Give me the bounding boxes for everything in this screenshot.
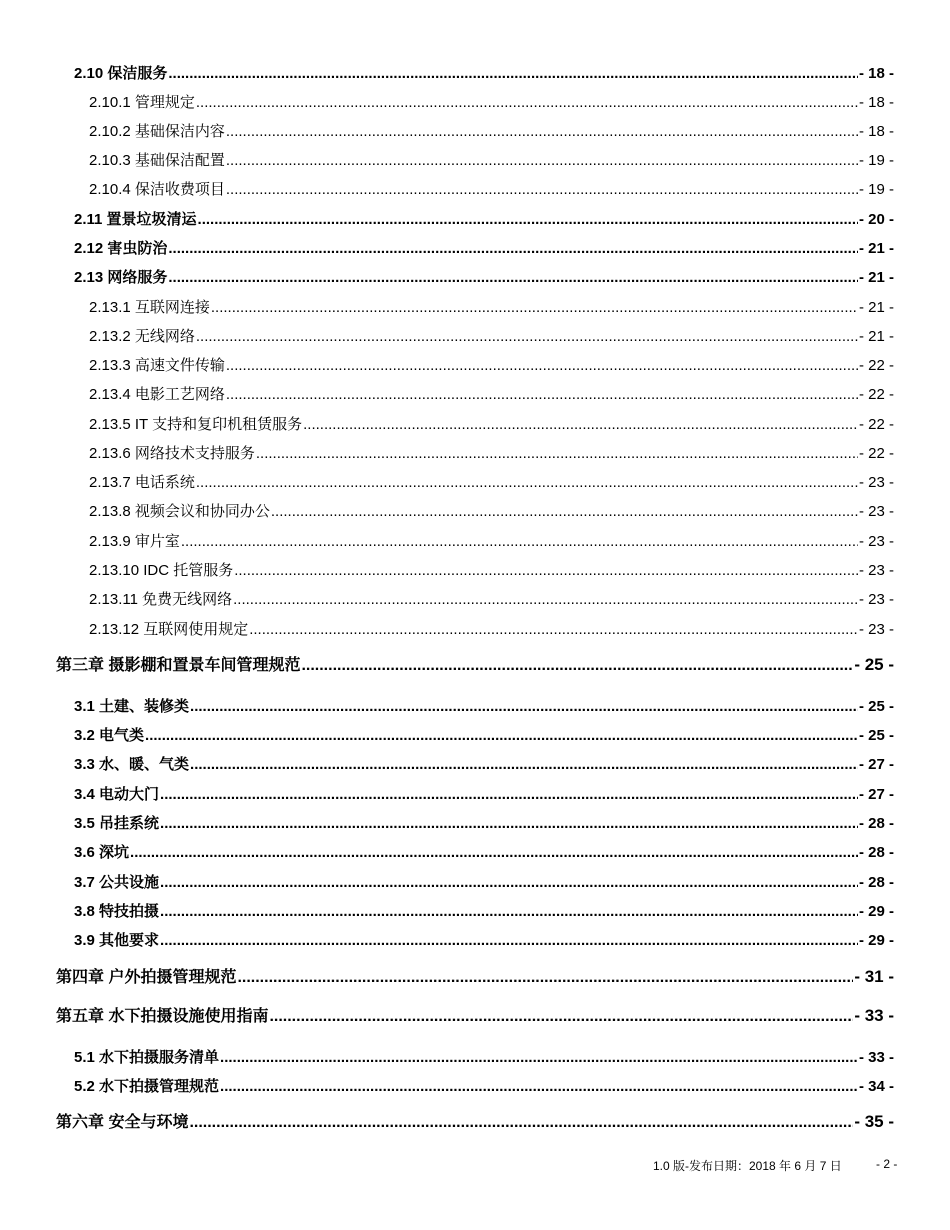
toc-entry[interactable] xyxy=(74,929,894,950)
toc-leader-dots xyxy=(160,786,858,803)
page-number: - 2 - xyxy=(876,1157,898,1171)
toc-leader-dots xyxy=(303,416,858,433)
toc-leader-dots xyxy=(196,328,858,345)
toc-entry-page: - 28 - xyxy=(858,844,894,861)
toc-entry[interactable] xyxy=(89,91,894,112)
toc-leader-dots xyxy=(160,815,858,832)
toc-entry-label: 2.13.3 高速文件传输 xyxy=(89,357,225,374)
toc-entry[interactable] xyxy=(74,695,894,716)
toc-entry[interactable] xyxy=(89,530,894,551)
toc-entry-label: 第三章 摄影棚和置景车间管理规范 xyxy=(56,657,301,674)
toc-leader-dots xyxy=(168,65,858,82)
toc-leader-dots xyxy=(256,445,858,462)
toc-entry[interactable] xyxy=(74,1075,894,1096)
toc-leader-dots xyxy=(160,932,858,949)
toc-entry-label: 5.1 水下拍摄服务清单 xyxy=(74,1049,220,1066)
toc-entry-label: 2.13.7 电话系统 xyxy=(89,474,195,491)
toc-leader-dots xyxy=(189,1114,853,1132)
toc-entry[interactable] xyxy=(74,237,894,258)
toc-leader-dots xyxy=(226,152,858,169)
toc-entry-page: - 23 - xyxy=(858,474,894,491)
toc-entry-label: 3.7 公共设施 xyxy=(74,874,160,891)
toc-entry-label: 2.10.2 基础保洁内容 xyxy=(89,123,225,140)
toc-entry-page: - 22 - xyxy=(858,416,894,433)
toc-entry[interactable] xyxy=(89,354,894,375)
toc-entry-label: 3.9 其他要求 xyxy=(74,932,160,949)
toc-entry[interactable] xyxy=(74,871,894,892)
toc-entry[interactable] xyxy=(89,618,894,639)
toc-entry-label: 2.13.11 免费无线网络 xyxy=(89,591,233,608)
toc-leader-dots xyxy=(211,299,858,316)
toc-leader-dots xyxy=(226,386,858,403)
toc-entry[interactable] xyxy=(74,266,894,287)
toc-entry-page: - 35 - xyxy=(854,1112,894,1131)
toc-chapter-entry[interactable] xyxy=(56,1003,894,1026)
toc-entry-page: - 25 - xyxy=(854,655,894,674)
toc-entry-label: 3.6 深坑 xyxy=(74,844,130,861)
toc-entry-page: - 18 - xyxy=(858,94,894,111)
toc-entry-page: - 22 - xyxy=(858,386,894,403)
toc-entry-page: - 23 - xyxy=(858,503,894,520)
toc-entry-page: - 18 - xyxy=(858,123,894,140)
toc-entry-page: - 22 - xyxy=(858,357,894,374)
toc-entry[interactable] xyxy=(89,442,894,463)
toc-entry-page: - 21 - xyxy=(858,328,894,345)
toc-entry-label: 2.13 网络服务 xyxy=(74,269,168,286)
toc-leader-dots xyxy=(234,562,858,579)
toc-entry-page: - 22 - xyxy=(858,445,894,462)
toc-entry-page: - 23 - xyxy=(858,533,894,550)
toc-leader-dots xyxy=(301,657,853,675)
toc-entry-label: 第六章 安全与环境 xyxy=(56,1114,189,1131)
toc-leader-dots xyxy=(269,1008,853,1026)
toc-entry-page: - 21 - xyxy=(858,240,894,257)
toc-entry-label: 2.11 置景垃圾清运 xyxy=(74,211,197,228)
toc-leader-dots xyxy=(145,727,858,744)
toc-entry[interactable] xyxy=(89,296,894,317)
toc-entry[interactable] xyxy=(74,724,894,745)
toc-chapter-entry[interactable] xyxy=(56,652,894,675)
toc-entry-page: - 21 - xyxy=(858,299,894,316)
toc-leader-dots xyxy=(190,698,858,715)
toc-entry[interactable] xyxy=(89,120,894,141)
toc-leader-dots xyxy=(233,591,858,608)
toc-entry-page: - 19 - xyxy=(858,152,894,169)
toc-entry[interactable] xyxy=(74,900,894,921)
toc-entry-label: 第五章 水下拍摄设施使用指南 xyxy=(56,1008,269,1025)
toc-entry[interactable] xyxy=(89,471,894,492)
release-date: 1.0 版-发布日期：2018 年 6 月 7 日 xyxy=(653,1159,842,1173)
toc-chapter-entry[interactable] xyxy=(56,964,894,987)
toc-entry[interactable] xyxy=(74,841,894,862)
toc-entry-label: 3.4 电动大门 xyxy=(74,786,160,803)
toc-entry-label: 2.13.1 互联网连接 xyxy=(89,299,210,316)
toc-entry-label: 2.13.12 互联网使用规定 xyxy=(89,621,249,638)
toc-leader-dots xyxy=(160,874,858,891)
toc-entry-page: - 25 - xyxy=(858,727,894,744)
toc-leader-dots xyxy=(181,533,858,550)
toc-entry-page: - 20 - xyxy=(858,211,894,228)
toc-entry-page: - 31 - xyxy=(854,967,894,986)
toc-entry-label: 3.1 土建、装修类 xyxy=(74,698,190,715)
toc-entry[interactable] xyxy=(89,383,894,404)
toc-entry[interactable] xyxy=(74,1046,894,1067)
toc-entry-label: 5.2 水下拍摄管理规范 xyxy=(74,1078,220,1095)
toc-leader-dots xyxy=(130,844,858,861)
toc-entry-page: - 29 - xyxy=(858,903,894,920)
toc-entry-label: 3.5 吊挂系统 xyxy=(74,815,160,832)
toc-entry-label: 2.13.9 审片室 xyxy=(89,533,180,550)
toc-entry-label: 2.13.8 视频会议和协同办公 xyxy=(89,503,270,520)
toc-entry[interactable] xyxy=(89,149,894,170)
toc-entry-label: 2.10.1 管理规定 xyxy=(89,94,195,111)
toc-entry[interactable] xyxy=(74,783,894,804)
toc-entry-page: - 28 - xyxy=(858,815,894,832)
toc-entry-page: - 23 - xyxy=(858,562,894,579)
toc-entry[interactable] xyxy=(89,325,894,346)
toc-entry-label: 2.12 害虫防治 xyxy=(74,240,168,257)
toc-leader-dots xyxy=(168,240,858,257)
toc-entry[interactable] xyxy=(89,413,894,434)
toc-entry-page: - 34 - xyxy=(858,1078,894,1095)
toc-entry[interactable] xyxy=(89,588,894,609)
toc-entry-page: - 23 - xyxy=(858,591,894,608)
toc-entry-label: 第四章 户外拍摄管理规范 xyxy=(56,969,237,986)
toc-leader-dots xyxy=(226,357,858,374)
toc-leader-dots xyxy=(226,181,858,198)
toc-entry-label: 3.2 电气类 xyxy=(74,727,145,744)
toc-entry-label: 2.10 保洁服务 xyxy=(74,65,168,82)
toc-entry-label: 2.13.2 无线网络 xyxy=(89,328,195,345)
toc-entry-label: 2.10.4 保洁收费项目 xyxy=(89,181,225,198)
toc-entry-page: - 19 - xyxy=(858,181,894,198)
toc-leader-dots xyxy=(190,756,858,773)
toc-entry[interactable] xyxy=(74,62,894,83)
toc-leader-dots xyxy=(249,621,858,638)
toc-entry-page: - 27 - xyxy=(858,756,894,773)
toc-leader-dots xyxy=(196,474,858,491)
toc-entry-label: 3.3 水、暖、气类 xyxy=(74,756,190,773)
toc-leader-dots xyxy=(271,503,858,520)
toc-entry[interactable] xyxy=(89,500,894,521)
toc-entry-label: 2.13.4 电影工艺网络 xyxy=(89,386,225,403)
toc-chapter-entry[interactable] xyxy=(56,1109,894,1132)
toc-entry-label: 2.13.10 IDC 托管服务 xyxy=(89,562,234,579)
toc-entry-label: 2.13.5 IT 支持和复印机租赁服务 xyxy=(89,416,303,433)
toc-leader-dots xyxy=(237,969,853,987)
toc-entry[interactable] xyxy=(89,178,894,199)
toc-leader-dots xyxy=(196,94,858,111)
toc-entry[interactable] xyxy=(74,812,894,833)
toc-entry-page: - 23 - xyxy=(858,621,894,638)
toc-leader-dots xyxy=(220,1049,858,1066)
toc-leader-dots xyxy=(160,903,858,920)
toc-entry-label: 2.10.3 基础保洁配置 xyxy=(89,152,225,169)
toc-entry-page: - 25 - xyxy=(858,698,894,715)
toc-entry-label: 2.13.6 网络技术支持服务 xyxy=(89,445,255,462)
toc-entry-page: - 28 - xyxy=(858,874,894,891)
toc-leader-dots xyxy=(220,1078,858,1095)
toc-entry-page: - 18 - xyxy=(858,65,894,82)
toc-entry-page: - 27 - xyxy=(858,786,894,803)
toc-entry[interactable] xyxy=(74,208,894,229)
toc-leader-dots xyxy=(168,269,858,286)
toc-entry[interactable] xyxy=(89,559,894,580)
toc-entry-page: - 21 - xyxy=(858,269,894,286)
toc-entry-label: 3.8 特技拍摄 xyxy=(74,903,160,920)
toc-leader-dots xyxy=(198,211,858,228)
toc-entry-page: - 33 - xyxy=(858,1049,894,1066)
toc-entry[interactable] xyxy=(74,753,894,774)
toc-entry-page: - 33 - xyxy=(854,1006,894,1025)
toc-entry-page: - 29 - xyxy=(858,932,894,949)
toc-leader-dots xyxy=(226,123,858,140)
